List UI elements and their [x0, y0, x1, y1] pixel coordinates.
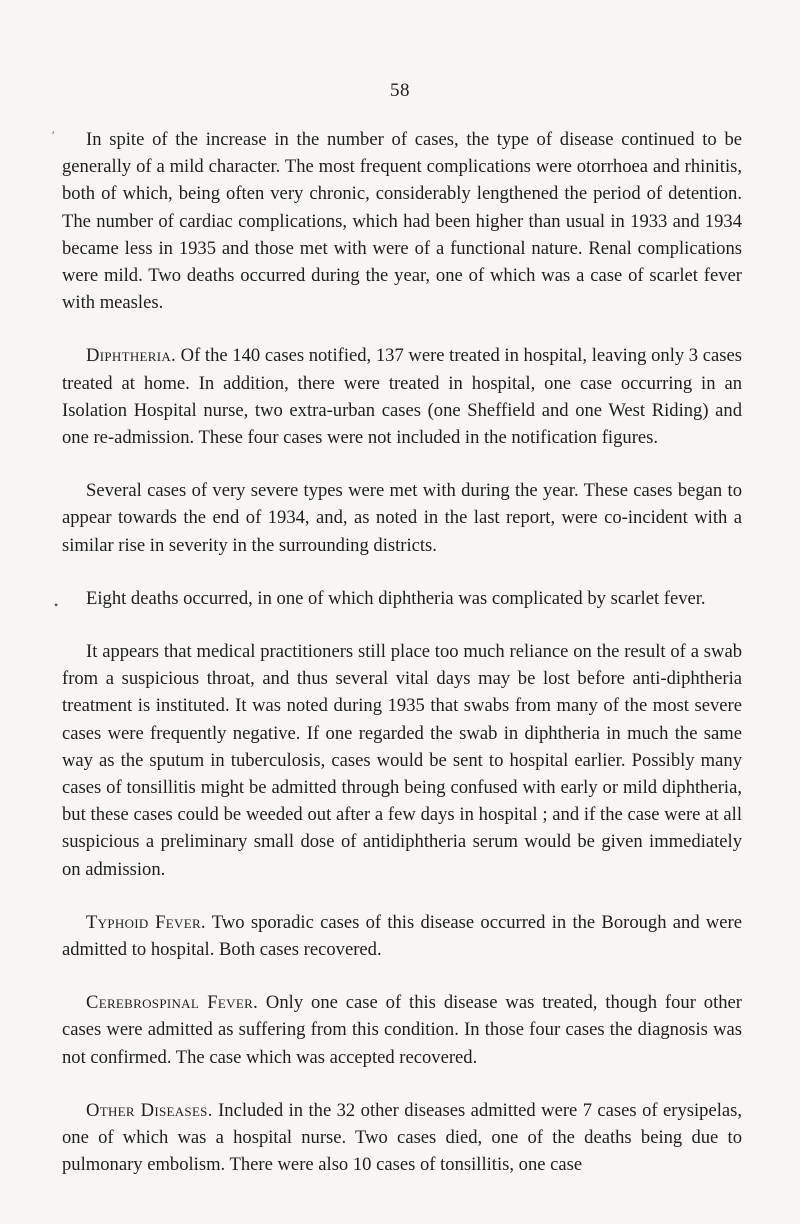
- section-heading-cerebrospinal-fever: Cerebrospinal Fever.: [86, 992, 259, 1014]
- paragraph-deaths: [62, 585, 742, 612]
- section-heading-diphtheria: Diphtheria.: [86, 345, 176, 367]
- paragraph-text: In spite of the increase in the number of cases, the type of disease continued to be generally of a mild character. The most frequent complications were otorrhoea and rhinitis, both of which, being often very chronic, considerably lengthened the period of detention. The number of cardiac complications, which had been higher than usual in 1933 and 1934 became less in 1935 and those met with were of a functional nature. Renal complications were mild. Two deaths occurred during the year, one of which was a case of scarlet fever with measles.: [62, 129, 742, 314]
- document-body: [62, 126, 742, 1205]
- margin-tick-mark: ′: [52, 128, 55, 142]
- paragraph-text: Included in the 32 other diseases admitted were 7 cases of erysipelas, one of which was a hospital nurse. Two cases died, one of the deaths being due to pulmonary embolism. There were also 10 cases of tonsillitis, one case: [62, 1099, 742, 1176]
- paragraph-text: It appears that medical practitioners still place too much reliance on the result of a swab from a suspicious throat, and thus several vital days may be lost before anti-diphtheria treatment is instituted. It was noted during 1935 that swabs from many of the most severe cases were frequently negative. If one regarded the swab in diphtheria in much the same way as the sputum in tuberculosis, cases would be sent to hospital earlier. Possibly many cases of tonsillitis might be admitted through being confused with early or mild diphtheria, but these cases could be weeded out after a few days in hospital ; and if the case were at all suspicious a preliminary small dose of antidiphtheria serum would be given immediately on admission.: [62, 641, 742, 880]
- paragraph-other-diseases: [62, 1097, 742, 1179]
- paragraph-cerebrospinal-fever: [62, 989, 742, 1071]
- page-number: 58: [390, 80, 410, 101]
- paragraph-typhoid-fever: [62, 909, 742, 963]
- paragraph-text: Several cases of very severe types were met with during the year. These cases began to appear towards the end of 1934, and, as noted in the last report, were co-incident with a similar rise in severity in the surrounding districts.: [62, 480, 742, 556]
- paragraph-scarlet-fever-complications: [62, 126, 742, 316]
- paragraph-text: Only one case of this disease was treated, though four other cases were admitted as suffering from this condition. In those four cases the diagnosis was not confirmed. The case which was accepted recovered.: [62, 992, 742, 1068]
- margin-dot-mark: •: [54, 598, 59, 612]
- paragraph-text: Of the 140 cases notified, 137 were treated in hospital, leaving only 3 cases treated at home. In addition, there were treated in hospital, one case occurring in an Isolation Hospital nurse, two extra-urban cases (one Sheffield and one West Riding) and one re-admission. These four cases were not included in the notification figures.: [62, 345, 742, 449]
- paragraph-severe-cases: [62, 477, 742, 559]
- paragraph-text: Eight deaths occurred, in one of which diphtheria was complicated by scarlet fever.: [86, 587, 706, 609]
- section-heading-other-diseases: Other Diseases.: [86, 1099, 213, 1121]
- paragraph-text: Two sporadic cases of this disease occurred in the Borough and were admitted to hospital. Both cases recovered.: [62, 911, 743, 961]
- section-heading-typhoid-fever: Typhoid Fever.: [86, 911, 206, 933]
- paragraph-swab-reliance: [62, 638, 742, 883]
- paragraph-diphtheria: [62, 342, 742, 451]
